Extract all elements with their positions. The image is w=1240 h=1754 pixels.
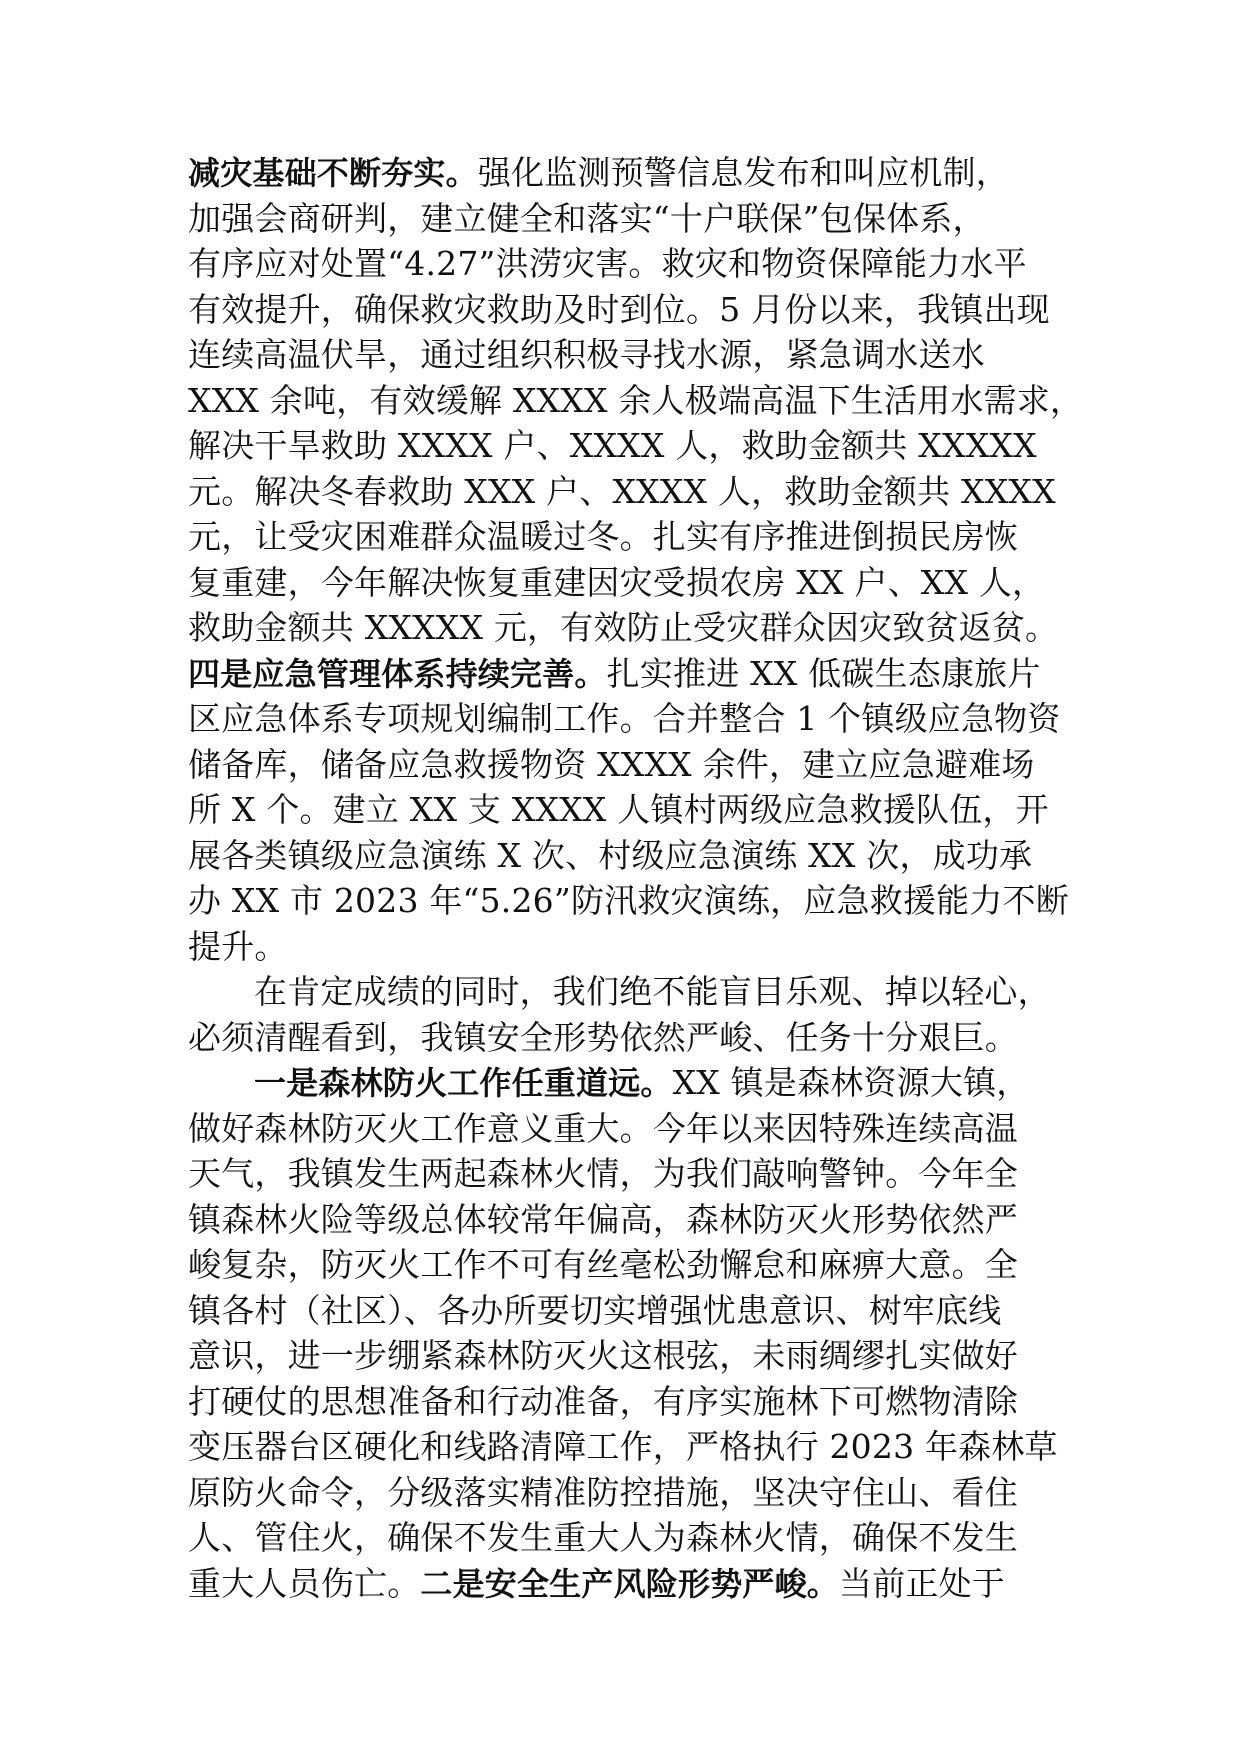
line-text: 意识，进一步绷紧森林防灭火这根弦，未雨绸缪扎实做好: [188, 1336, 1018, 1375]
line-text: 重大人员伤亡。: [188, 1563, 421, 1603]
line-text: 天气，我镇发生两起森林火情，为我们敲响警钟。今年全: [188, 1154, 1018, 1193]
line-text: 有效提升，确保救灾救助及时到位。5 月份以来，我镇出现: [188, 289, 1050, 329]
text-line: [188, 287, 1088, 333]
line-text: 所 X 个。建立 XX 支 XXXX 人镇村两级应急救援队伍，开: [188, 790, 1049, 829]
text-line: [188, 1060, 1088, 1106]
text-line: [188, 969, 1088, 1015]
line-text: 强化监测预警信息发布和叫应机制，: [477, 153, 1010, 192]
line-text: 有序应对处置“4.27”洪涝灾害。救灾和物资保障能力水平: [188, 244, 1027, 283]
line-text: 做好森林防灭火工作意义重大。今年以来因特殊连续高温: [188, 1108, 1018, 1148]
line-text: 当前正处于: [839, 1563, 1006, 1603]
text-line: [188, 423, 1088, 469]
text-line: [188, 1288, 1088, 1334]
text-line: [188, 1561, 1088, 1607]
line-text: 解决干旱救助 XXXX 户、XXXX 人，救助金额共 XXXXX: [188, 426, 1037, 465]
text-line: [188, 742, 1088, 788]
text-line: [188, 332, 1088, 378]
text-line: [188, 924, 1088, 970]
line-text: 复重建，今年解决恢复重建因灾受损农房 XX 户、XX 人，: [188, 562, 1046, 602]
text-line: [188, 1515, 1088, 1561]
line-text: 镇各村（社区）、各办所要切实增强忧患意识、树牢底线: [188, 1290, 1002, 1330]
bold-heading: 减灾基础不断夯实。: [188, 154, 478, 192]
line-text: 变压器台区硬化和线路清障工作，严格执行 2023 年森林草: [188, 1427, 1058, 1466]
text-line: [188, 878, 1088, 924]
text-line: [188, 1106, 1088, 1152]
text-line: [188, 150, 1088, 196]
text-line: [188, 833, 1088, 879]
line-text: XX 镇是森林资源大镇，: [672, 1063, 1030, 1102]
line-text: 元，让受灾困难群众温暖过冬。扎实有序推进倒损民房恢: [188, 517, 1018, 556]
line-text: 加强会商研判，建立健全和落实“十户联保”包保体系，: [188, 198, 986, 238]
text-line: [188, 696, 1088, 742]
text-line: [188, 605, 1088, 651]
text-line: [188, 378, 1088, 424]
text-line: [188, 1333, 1088, 1379]
line-text: 人、管住火，确保不发生重大人为森林火情，确保不发生: [188, 1518, 1018, 1557]
bold-heading: 一是森林防火工作任重道远。: [254, 1064, 673, 1102]
line-text: 救助金额共 XXXXX 元，有效防止受灾群众因灾致贫返贫。: [188, 608, 1059, 647]
line-text: 在肯定成绩的同时，我们绝不能盲目乐观、掉以轻心，: [254, 972, 1051, 1011]
paragraph-disaster-relief: [188, 150, 1088, 969]
line-text: 打硬仗的思想准备和行动准备，有序实施林下可燃物清除: [188, 1381, 1018, 1421]
text-line: [188, 1379, 1088, 1425]
line-text: 元。解决冬春救助 XXX 户、XXXX 人，救助金额共 XXXX: [188, 471, 1056, 511]
text-line: [188, 1424, 1088, 1470]
line-text: 峻复杂，防灭火工作不可有丝毫松劲懈怠和麻痹大意。全: [188, 1245, 1018, 1284]
text-line: [188, 241, 1088, 287]
bold-heading: 四是应急管理体系持续完善。: [188, 654, 607, 693]
text-line: [188, 787, 1088, 833]
document-page: [188, 150, 1088, 1606]
line-text: 提升。: [188, 926, 288, 966]
line-text: 连续高温伏旱，通过组织积极寻找水源，紧急调水送水: [188, 335, 985, 374]
text-line: [188, 469, 1088, 515]
text-line: [188, 560, 1088, 606]
text-line: [188, 651, 1088, 697]
line-text: XXX 余吨，有效缓解 XXXX 余人极端高温下生活用水需求，: [188, 380, 1084, 420]
text-line: [188, 1242, 1088, 1288]
line-text: 原防火命令，分级落实精准防控措施，坚决守住山、看住: [188, 1472, 1018, 1512]
paragraph-forest-fire: [188, 1060, 1088, 1606]
text-line: [188, 1015, 1088, 1061]
line-text: 办 XX 市 2023 年“5.26”防汛救灾演练，应急救援能力不断: [188, 881, 1069, 920]
paragraph-transition: [188, 969, 1088, 1060]
line-text: 镇森林火险等级总体较常年偏高，森林防灭火形势依然严: [188, 1199, 1018, 1239]
line-text: 必须清醒看到，我镇安全形势依然严峻、任务十分艰巨。: [188, 1017, 1018, 1057]
text-line: [188, 1470, 1088, 1516]
text-line: [188, 196, 1088, 242]
text-line: [188, 514, 1088, 560]
line-text: 区应急体系专项规划编制工作。合并整合 1 个镇级应急物资: [188, 699, 1061, 738]
line-text: 展各类镇级应急演练 X 次、村级应急演练 XX 次，成功承: [188, 835, 1033, 875]
text-line: [188, 1151, 1088, 1197]
bold-heading: 二是安全生产风险形势严峻。: [420, 1564, 840, 1603]
line-text: 储备库，储备应急救援物资 XXXX 余件，建立应急避难场: [188, 744, 1035, 784]
line-text: 扎实推进 XX 低碳生态康旅片: [606, 653, 1041, 693]
text-line: [188, 1197, 1088, 1243]
